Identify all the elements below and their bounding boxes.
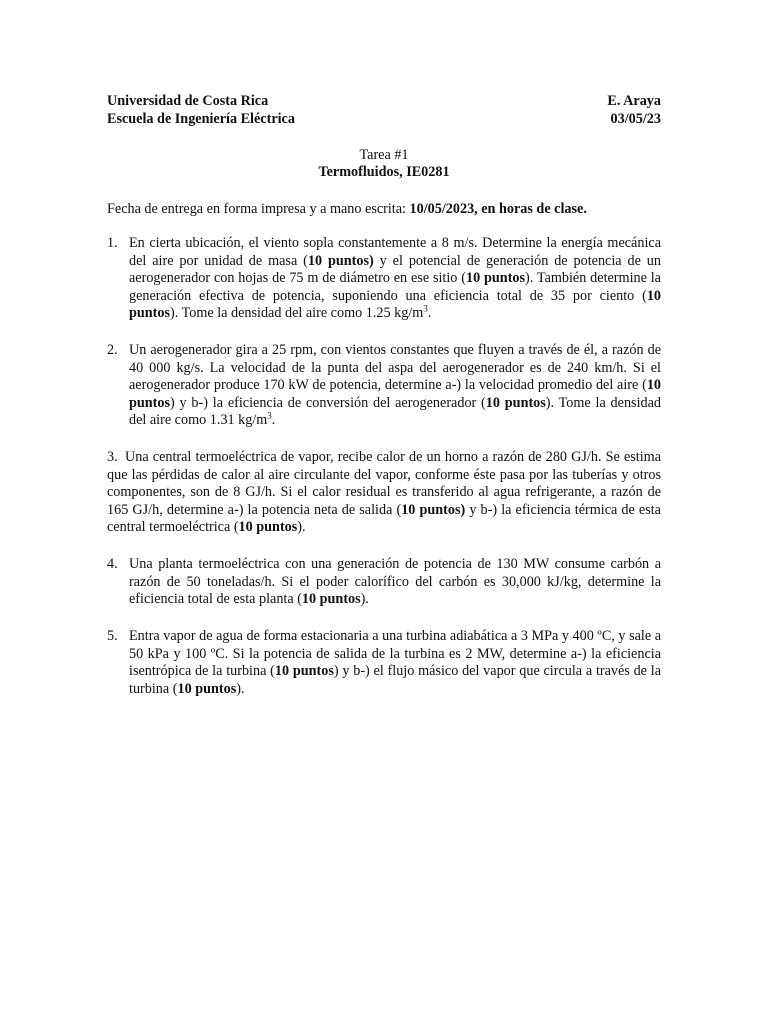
- due-date-line: [107, 200, 661, 218]
- question-number: 5.: [107, 628, 118, 644]
- question-text: Una central termoeléctrica de vapor, recibe calor de un horno a razón de 280 GJ/h. Se estima que las pérdidas de calor al aire circulante del vapor, conforme éste pasa por las tuberías y otros componentes, son de 8 GJ/h. Si el calor residual es transferido al agua refrigerante, a razón de 165 GJ/h, determine a-) la potencia neta de salida (10 puntos) y b-) la eficiencia térmica de esta central termoeléctrica (10 puntos).: [107, 449, 661, 536]
- question-1: [107, 235, 661, 323]
- question-text: Un aerogenerador gira a 25 rpm, con vientos constantes que fluyen a través de él, a razón de 40 000 kg/s. La velocidad de la punta del aspa del aerogenerador es de 240 km/h. Si el aerogenerador produce 170 kW de potencia, determine a-) la velocidad promedio del aire (10 puntos) y b-) la eficiencia de conversión del aerogenerador (10 puntos). Tome la densidad del aire como 1.31 $kg/m^3$.: [129, 342, 661, 429]
- header: [107, 92, 661, 128]
- question-3: [107, 449, 661, 537]
- due-text: Fecha de entrega en forma impresa y a mano escrita:: [107, 201, 410, 217]
- question-number: 1.: [107, 235, 118, 251]
- university-name: Universidad de Costa Rica: [107, 93, 269, 109]
- question-number: 3.: [107, 449, 118, 465]
- question-text: Una planta termoeléctrica con una generación de potencia de 130 MW consume carbón a razón de 50 toneladas/h. Si el poder calorífico del carbón es 30,000 kJ/kg, determine la eficiencia total de esta planta (10 puntos).: [129, 556, 661, 608]
- question-4: [107, 556, 661, 609]
- question-5: [107, 628, 661, 698]
- question-text: Entra vapor de agua de forma estacionaria a una turbina adiabática a 3 MPa y 400 ºC, y sale a 50 kPa y 100 ºC. Si la potencia de salida de la turbina es 2 MW, determine a-) la eficiencia isentrópica de la turbina (10 puntos) y b-) el flujo másico del vapor que circula a través de la turbina (10 puntos).: [129, 628, 661, 697]
- question-number: 2.: [107, 342, 118, 358]
- course-title: Termofluidos, IE0281: [318, 164, 450, 180]
- due-date: 10/05/2023, en horas de clase.: [409, 201, 587, 217]
- header-date: 03/05/23: [610, 111, 661, 127]
- assignment-title: Tarea #1: [359, 147, 409, 163]
- question-number: 4.: [107, 556, 118, 572]
- school-name: Escuela de Ingeniería Eléctrica: [107, 111, 295, 127]
- author-name: E. Araya: [607, 93, 661, 109]
- question-text: En cierta ubicación, el viento sopla constantemente a 8 m/s. Determine la energía mecánica del aire por unidad de masa (10 puntos) y el potencial de generación de potencia de un aerogenerador con hojas de 75 m de diámetro en ese sitio (10 puntos). También determine la generación efectiva de potencia, suponiendo una eficiencia total de 35 por ciento (10 puntos). Tome la densidad del aire como 1.25 $kg/m^3$.: [129, 235, 661, 322]
- question-2: [107, 342, 661, 430]
